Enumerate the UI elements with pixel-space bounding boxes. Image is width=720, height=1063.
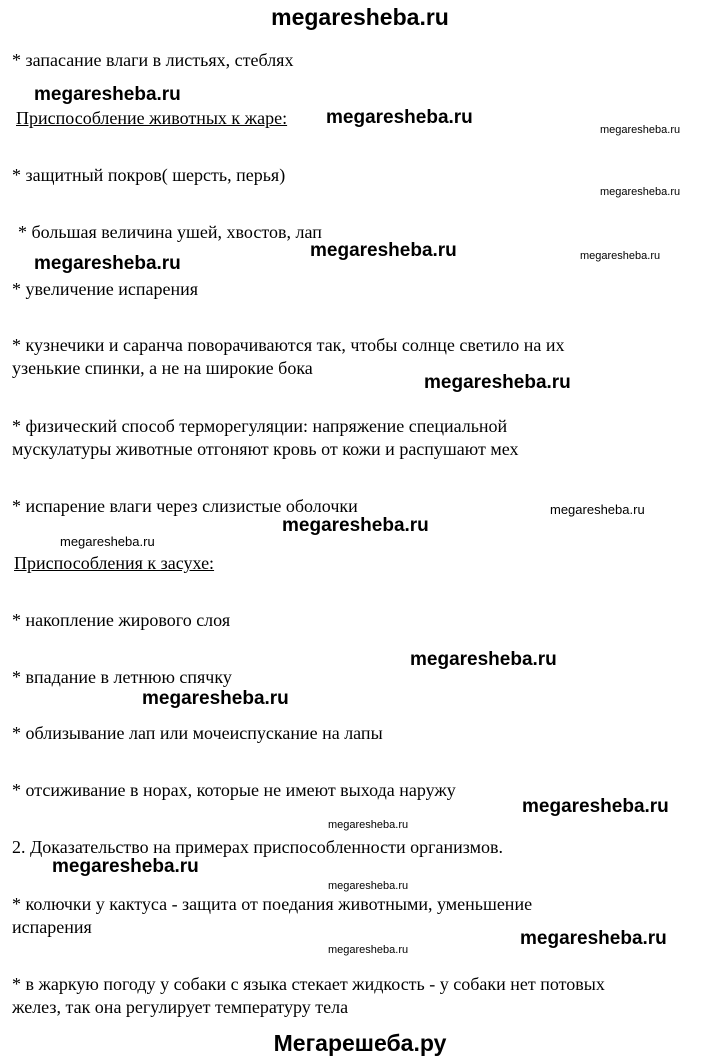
page-header: megaresheba.ru: [271, 4, 449, 30]
watermark: megaresheba.ru: [34, 84, 181, 105]
watermark: megaresheba.ru: [60, 534, 155, 549]
page-footer: Мегарешеба.ру: [273, 1030, 447, 1056]
watermark: megaresheba.ru: [550, 502, 645, 517]
watermark: megaresheba.ru: [142, 688, 289, 709]
section-heading-drought: Приспособления к засухе:: [14, 553, 215, 573]
watermark: megaresheba.ru: [328, 819, 409, 831]
watermark: megaresheba.ru: [52, 856, 199, 877]
line-mucous-evaporation: * испарение влаги через слизистые оболочки: [12, 496, 358, 516]
watermark: megaresheba.ru: [282, 515, 429, 536]
line-thermoregulation-cont: мускулатуры животные отгоняют кровь от кожи и распушают мех: [12, 439, 519, 459]
watermark: megaresheba.ru: [580, 250, 661, 262]
watermark: megaresheba.ru: [328, 880, 409, 892]
line-task-2: 2. Доказательство на примерах приспособленности организмов.: [12, 837, 504, 857]
watermark: megaresheba.ru: [410, 649, 557, 670]
watermark: megaresheba.ru: [424, 372, 571, 393]
watermark: megaresheba.ru: [310, 240, 457, 261]
line-grasshoppers-cont: узенькие спинки, а не на широкие бока: [12, 358, 313, 378]
line-thermoregulation: * физический способ терморегуляции: напряжение специальной: [12, 416, 508, 436]
line-cactus-cont: испарения: [12, 917, 92, 937]
watermark: megaresheba.ru: [522, 796, 669, 817]
line-dog: * в жаркую погоду у собаки с языка стекает жидкость - у собаки нет потовых: [12, 974, 605, 994]
line-summer-sleep: * впадание в летнюю спячку: [12, 667, 232, 687]
watermark: megaresheba.ru: [328, 944, 409, 956]
line-dog-cont: желез, так она регулирует температуру тела: [12, 997, 349, 1017]
line-burrows: * отсиживание в норах, которые не имеют выхода наружу: [12, 780, 456, 800]
watermark: megaresheba.ru: [34, 253, 181, 274]
watermark: megaresheba.ru: [600, 124, 681, 136]
section-heading-heat: Приспособление животных к жаре:: [16, 108, 288, 128]
line-increased-evaporation: * увеличение испарения: [12, 279, 199, 299]
watermark: megaresheba.ru: [600, 186, 681, 198]
watermark: megaresheba.ru: [326, 107, 473, 128]
line-cactus: * колючки у кактуса - защита от поедания животными, уменьшение: [12, 894, 533, 914]
line-storing-moisture: * запасание влаги в листьях, стеблях: [12, 50, 294, 70]
line-licking-paws: * облизывание лап или мочеиспускание на лапы: [12, 723, 383, 743]
line-large-ears: * большая величина ушей, хвостов, лап: [18, 222, 322, 242]
line-grasshoppers: * кузнечики и саранча поворачиваются так, чтобы солнце светило на их: [12, 335, 565, 355]
line-fat-layer: * накопление жирового слоя: [12, 610, 231, 630]
watermark: megaresheba.ru: [520, 928, 667, 949]
line-protective-cover: * защитный покров( шерсть, перья): [12, 165, 286, 185]
